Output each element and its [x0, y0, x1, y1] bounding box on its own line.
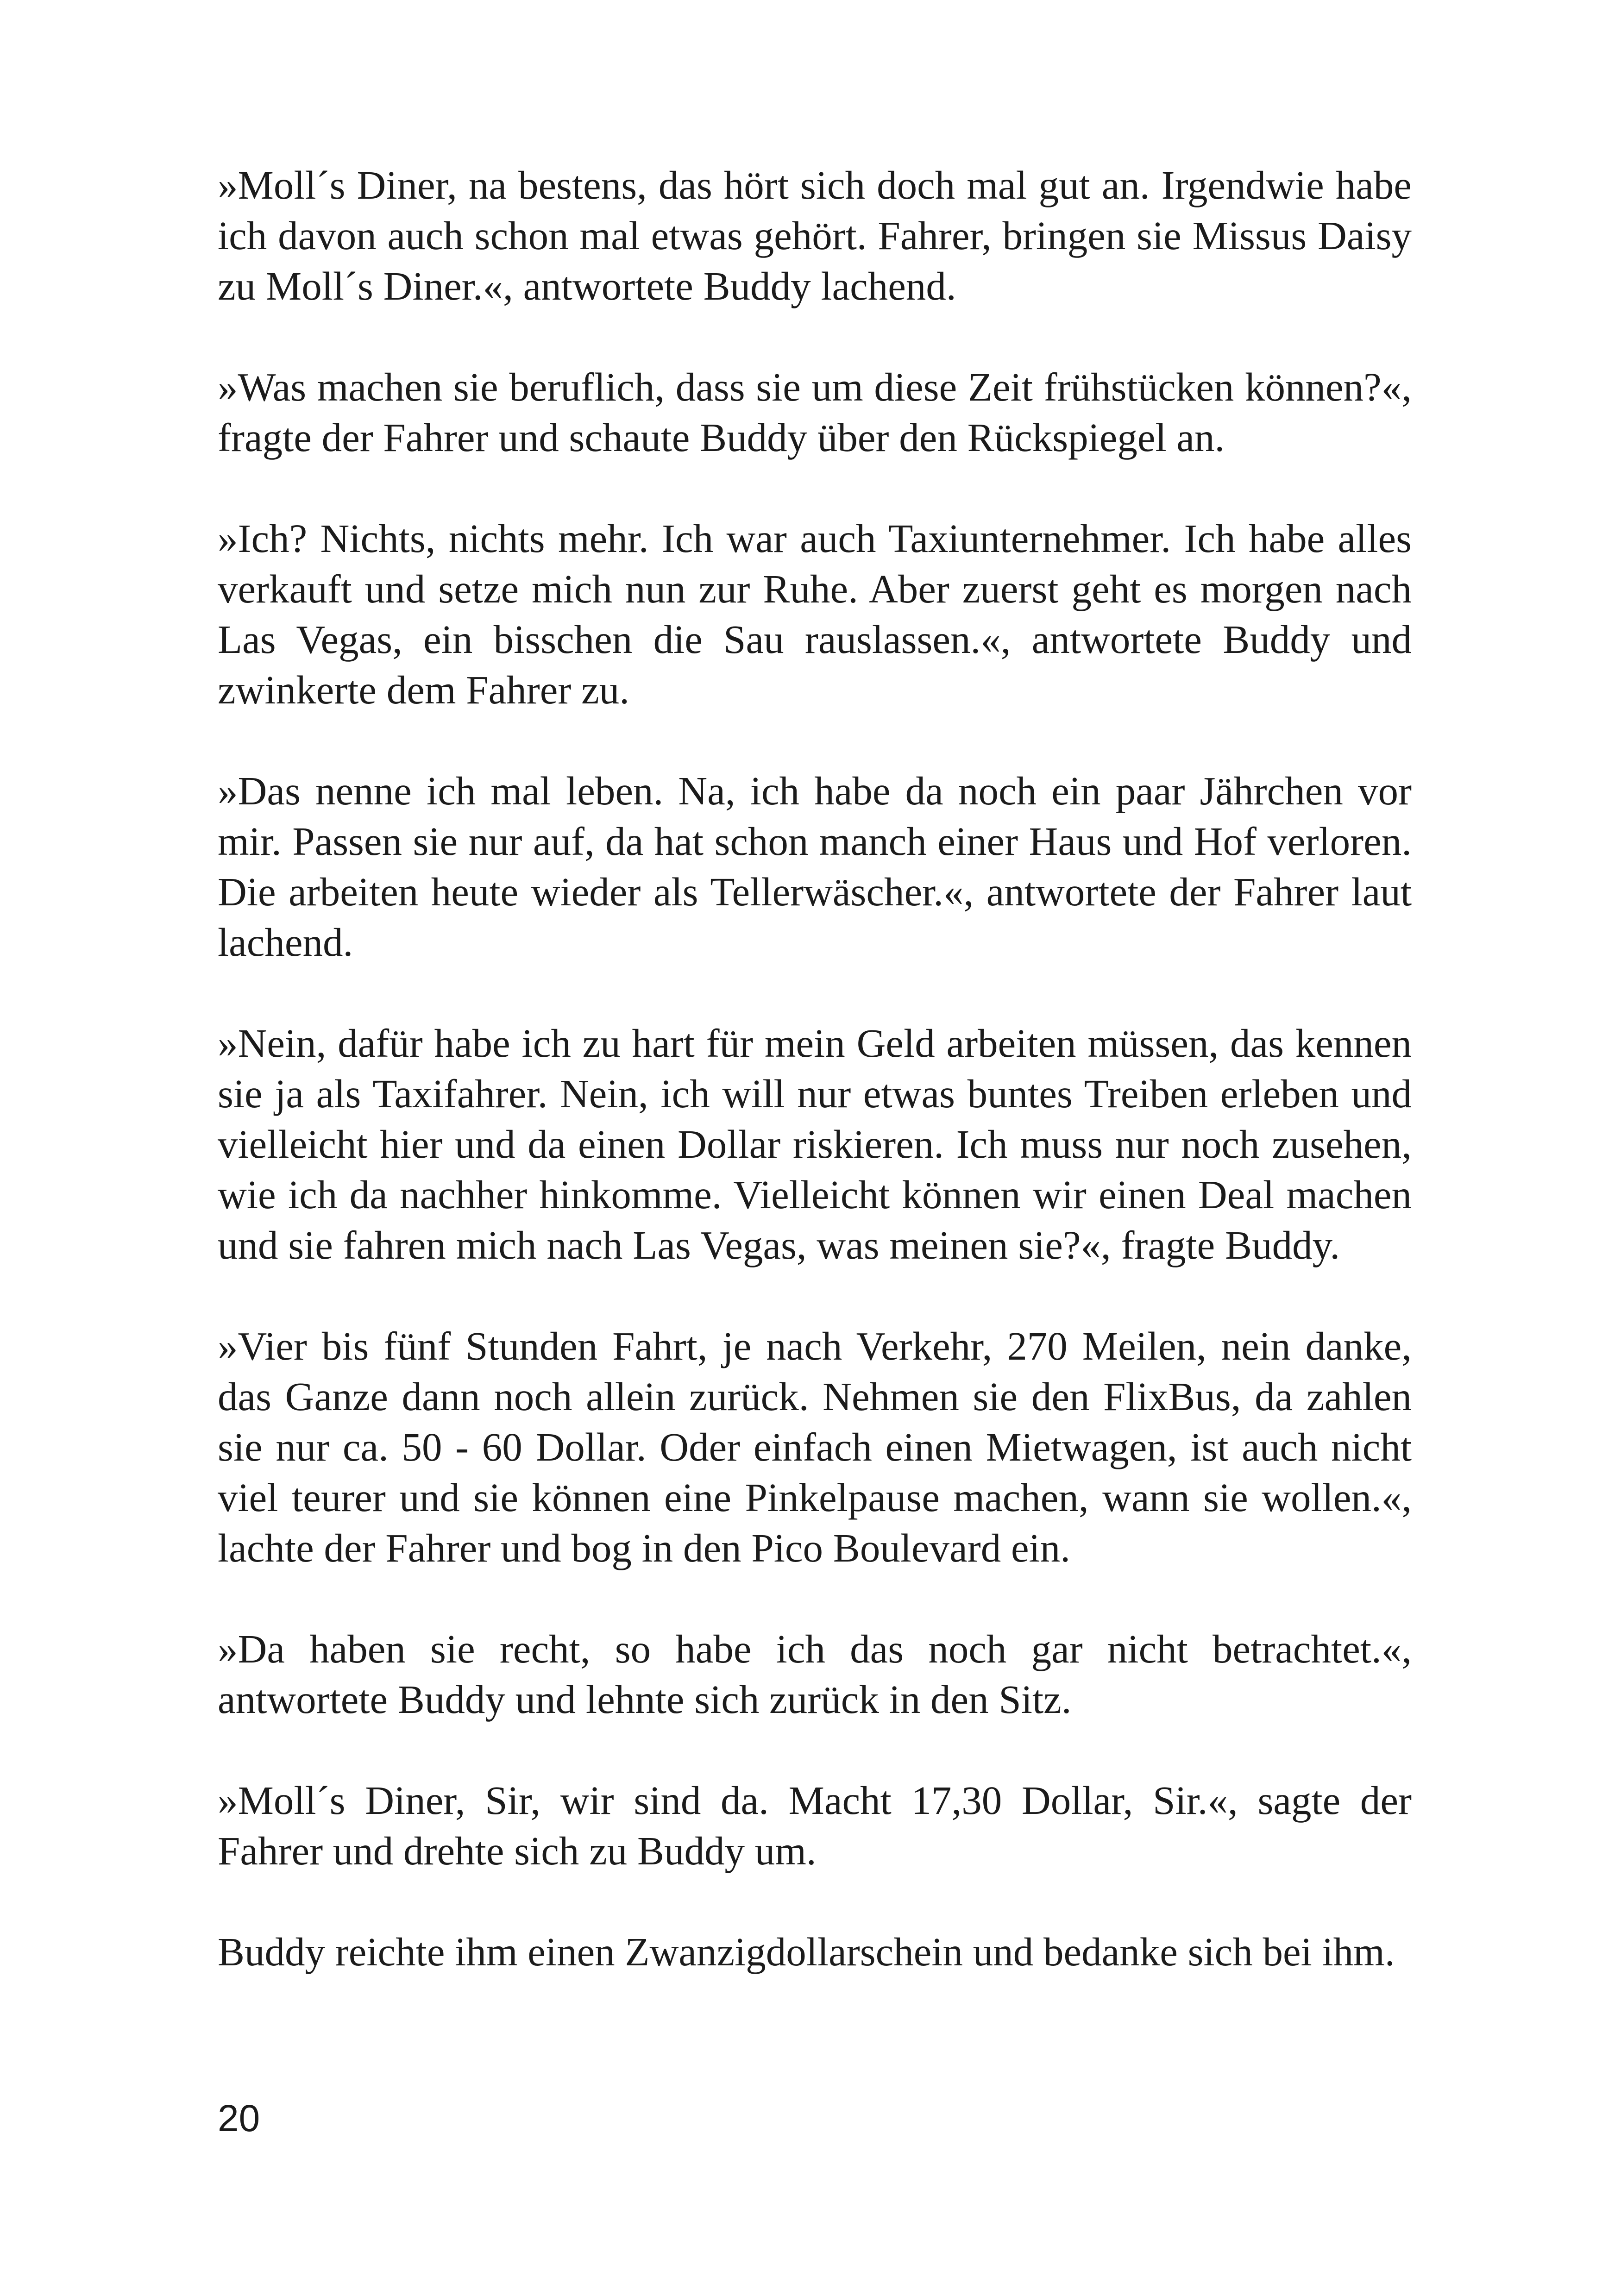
paragraph: »Das nenne ich mal leben. Na, ich habe da noch ein paar Jährchen vor mir. Passen sie nur auf, da hat schon manch einer Haus und Hof verloren. Die arbeiten heute wieder als Tellerwäscher.«, antwortete der Fahrer laut lachend.	[218, 768, 1412, 965]
paragraph: »Moll´s Diner, Sir, wir sind da. Macht 17,30 Dollar, Sir.«, sagte der Fahrer und drehte sich zu Buddy um.	[218, 1778, 1412, 1873]
body-text	[218, 160, 1412, 2027]
paragraph: »Nein, dafür habe ich zu hart für mein Geld arbeiten müssen, das kennen sie ja als Taxifahrer. Nein, ich will nur etwas buntes Treiben erleben und vielleicht hier und da einen Dollar riskieren. Ich muss nur noch zusehen, wie ich da nachher hinkomme. Vielleicht können wir einen Deal machen und sie fahren mich nach Las Vegas, was meinen sie?«, fragte Buddy.	[218, 1021, 1412, 1267]
page-number: 20	[218, 2097, 260, 2139]
paragraph: »Was machen sie beruflich, dass sie um diese Zeit frühstücken können?«, fragte der Fahrer und schaute Buddy über den Rückspiegel an.	[218, 364, 1412, 460]
paragraph: »Da haben sie recht, so habe ich das noch gar nicht betrachtet.«, antwortete Buddy und lehnte sich zurück in den Sitz.	[218, 1626, 1412, 1722]
paragraph: »Ich? Nichts, nichts mehr. Ich war auch Taxiunternehmer. Ich habe alles verkauft und setze mich nun zur Ruhe. Aber zuerst geht es morgen nach Las Vegas, ein bisschen die Sau rauslassen.«, antwortete Buddy und zwinkerte dem Fahrer zu.	[218, 516, 1412, 712]
paragraph: Buddy reichte ihm einen Zwanzigdollarschein und bedanke sich bei ihm.	[218, 1929, 1395, 1974]
paragraph: »Moll´s Diner, na bestens, das hört sich doch mal gut an. Irgendwie habe ich davon auch schon mal etwas gehört. Fahrer, bringen sie Missus Daisy zu Moll´s Diner.«, antwortete Buddy lachend.	[218, 163, 1412, 308]
paragraph: »Vier bis fünf Stunden Fahrt, je nach Verkehr, 270 Meilen, nein danke, das Ganze dann noch allein zurück. Nehmen sie den FlixBus, da zahlen sie nur ca. 50 - 60 Dollar. Oder einfach einen Mietwagen, ist auch nicht viel teurer und sie können eine Pinkelpause machen, wann sie wollen.«, lachte der Fahrer und bog in den Pico Boulevard ein.	[218, 1324, 1412, 1570]
